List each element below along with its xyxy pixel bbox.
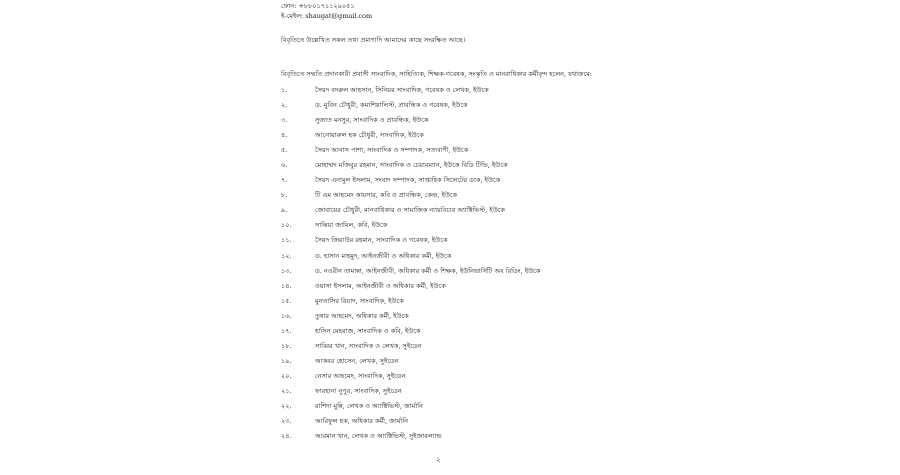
signatory-name: টি এম আহমেদ কায়সার, কবি ও প্রাবন্ধিক, কেন্দ্র, ইউকে <box>315 191 458 200</box>
signatory-number: ৫. <box>281 146 288 155</box>
signatory-name: সুজাত মনসুর, সাংবাদিক ও প্রাবন্ধিক, ইউকে <box>315 116 429 125</box>
signatory-number: ২. <box>281 101 288 110</box>
signatory-item <box>281 86 741 101</box>
intro-paragraph: বিবৃতিতে উল্লেখিত সকল তথ্য প্রমাণাদি আমাদের কাছে সংরক্ষিত আছে। <box>281 36 466 44</box>
signatory-item <box>281 297 741 312</box>
signatory-name: সৈয়দ আনাস পাশা, সাংবাদিক ও সম্পাদক, সত্যবাণী, ইউকে <box>315 146 469 155</box>
signatory-item <box>281 221 741 236</box>
signatory-item <box>281 252 741 267</box>
signatory-name: সৈয়দ এনামুল ইসলাম, সংবাদ সম্পাদক, সাপ্তাহিক সিলেটের ডাক, ইউকে <box>315 176 501 185</box>
signatory-number: ১৯. <box>281 356 292 365</box>
signatory-item <box>281 161 741 176</box>
signatory-name: তুষার আহমেদ, অধিকার কর্মী, ইউকে <box>315 311 409 320</box>
signatory-item <box>281 206 741 221</box>
signatory-name: ড. হাসান মাহমুদ, আইনজীবী ও অধিকার কর্মী, ইউকে <box>315 251 452 260</box>
signatory-item <box>281 387 741 402</box>
signatory-item <box>281 372 741 387</box>
signatory-name: সৈয়দ বদরুল আহসান, সিনিয়র সাংবাদিক, গবেষক ও লেখক, ইউকে <box>315 86 489 94</box>
signatory-number: ২১. <box>281 386 292 395</box>
signatory-number: ১৩. <box>281 266 292 275</box>
signatory-item <box>281 131 741 146</box>
signatory-name: রাশিদা মুন্নি, লেখক ও অ্যাক্টিভিস্ট, জার্মানি <box>315 401 423 410</box>
signatory-item <box>281 146 741 161</box>
signatory-name: আরিফুল হক, অধিকার কর্মী, জার্মানি <box>315 417 409 426</box>
signatory-number: ৪. <box>281 131 288 140</box>
signatory-name: সাব্বির খান, সাংবাদিক ও লেখক, সুইডেন <box>315 341 422 350</box>
signatory-name: সৈয়দ জিয়াউর রহমান, সাংবাদিক ও গবেষক, ইউকে <box>315 236 448 245</box>
signatory-number: ১৭. <box>281 326 292 335</box>
signatory-name: ফারহানা নুপুর, সাংবাদিক, সুইডেন <box>315 386 402 395</box>
contact-email[interactable]: ই-মেইল: shaugat@gmail.com <box>281 12 373 20</box>
signatory-name: আকবর হোসেন, লেখক, সুইডেন <box>315 356 399 365</box>
signatory-item <box>281 101 741 116</box>
signatory-item <box>281 417 741 432</box>
signatory-number: ১১. <box>281 236 292 245</box>
signatory-item <box>281 267 741 282</box>
signatory-name: মুনতাসির রিয়াদ, সাংবাদিক, ইউকে <box>315 296 404 305</box>
signatory-number: ১. <box>281 86 288 94</box>
signatory-item <box>281 342 741 357</box>
signatories-lead-paragraph: বিবৃতিতে সম্মতি প্রদানকারী প্রবাসী সাংবাদিক, সাহিত্যিক, শিক্ষক-গবেষক, সংস্কৃতি ও মানবাধিকার কর্মীবৃন্দ হলেন, যথাক্রমে: <box>281 70 592 78</box>
page-number: ২ <box>436 456 441 464</box>
signatory-number: ২২. <box>281 401 292 410</box>
signatory-name: সান্তিয়া জামিল, কবি, ইউকে <box>315 221 388 230</box>
signatory-name: ওয়াসা ইসলাম, আইনজীবী ও অধিকার কর্মী, ইউকে <box>315 281 446 290</box>
signatory-number: ৯. <box>281 206 288 215</box>
signatory-list <box>281 86 741 447</box>
signatory-number: ২৪. <box>281 432 292 441</box>
signatory-number: ৩. <box>281 116 288 125</box>
contact-phone: ফোন: +৮৮০১৭১১২৯০৫১ <box>281 2 355 10</box>
signatory-number: ১০. <box>281 221 292 230</box>
signatory-item <box>281 312 741 327</box>
signatory-item <box>281 327 741 342</box>
signatory-name: ড. নওরীন তামান্না, আইনজীবী, অধিকার কর্মী ও শিক্ষক, ইউনিভার্সিটি অব রিডিং, ইউকে <box>315 266 541 275</box>
signatory-name: নেসার আহমেদ, সাংবাদিক, সুইডেন <box>315 371 406 380</box>
signatory-name: আরমান খান, লেখক ও অ্যাক্টিভিস্ট, সুইজারল্যান্ড <box>315 432 442 441</box>
signatory-item <box>281 282 741 297</box>
signatory-name: হাসিন মেহরাজ, সাংবাদিক ও কবি, ইউকে <box>315 326 421 335</box>
signatory-item <box>281 116 741 131</box>
signatory-name: আনোয়ারুল হক চৌধুরী, সাংবাদিক, ইউকে <box>315 131 424 140</box>
signatory-number: ৬. <box>281 161 288 170</box>
signatory-item <box>281 357 741 372</box>
signatory-number: ১৬. <box>281 311 292 320</box>
signatory-number: ১৫. <box>281 296 292 305</box>
signatory-number: ২৩. <box>281 417 292 426</box>
signatory-number: ২০. <box>281 371 292 380</box>
signatory-number: ১২. <box>281 251 292 260</box>
signatory-number: ১৪. <box>281 281 292 290</box>
signatory-number: ১৮. <box>281 341 292 350</box>
signatory-item <box>281 191 741 206</box>
signatory-name: ড. মুবিন চৌধুরী, কমাশিয়ালিস্ট, প্রাবন্ধিক ও গবেষক, ইউকে <box>315 101 468 110</box>
signatory-name: মোহাম্মদ মজিবুর রহমান, সাংবাদিক ও চেয়ারম্যান, ইউকে বিডি টিভি, ইউকে <box>315 161 508 170</box>
signatory-name: জোবায়ের চৌধুরী, মানবাধিকার ও সামাজিক ন্যায়বিচার অ্যাক্টিভিস্ট, ইউকে <box>315 206 505 215</box>
signatory-item <box>281 402 741 417</box>
signatory-number: ৭. <box>281 176 288 185</box>
signatory-item <box>281 236 741 251</box>
signatory-number: ৮. <box>281 191 288 200</box>
signatory-item <box>281 432 741 447</box>
signatory-item <box>281 176 741 191</box>
